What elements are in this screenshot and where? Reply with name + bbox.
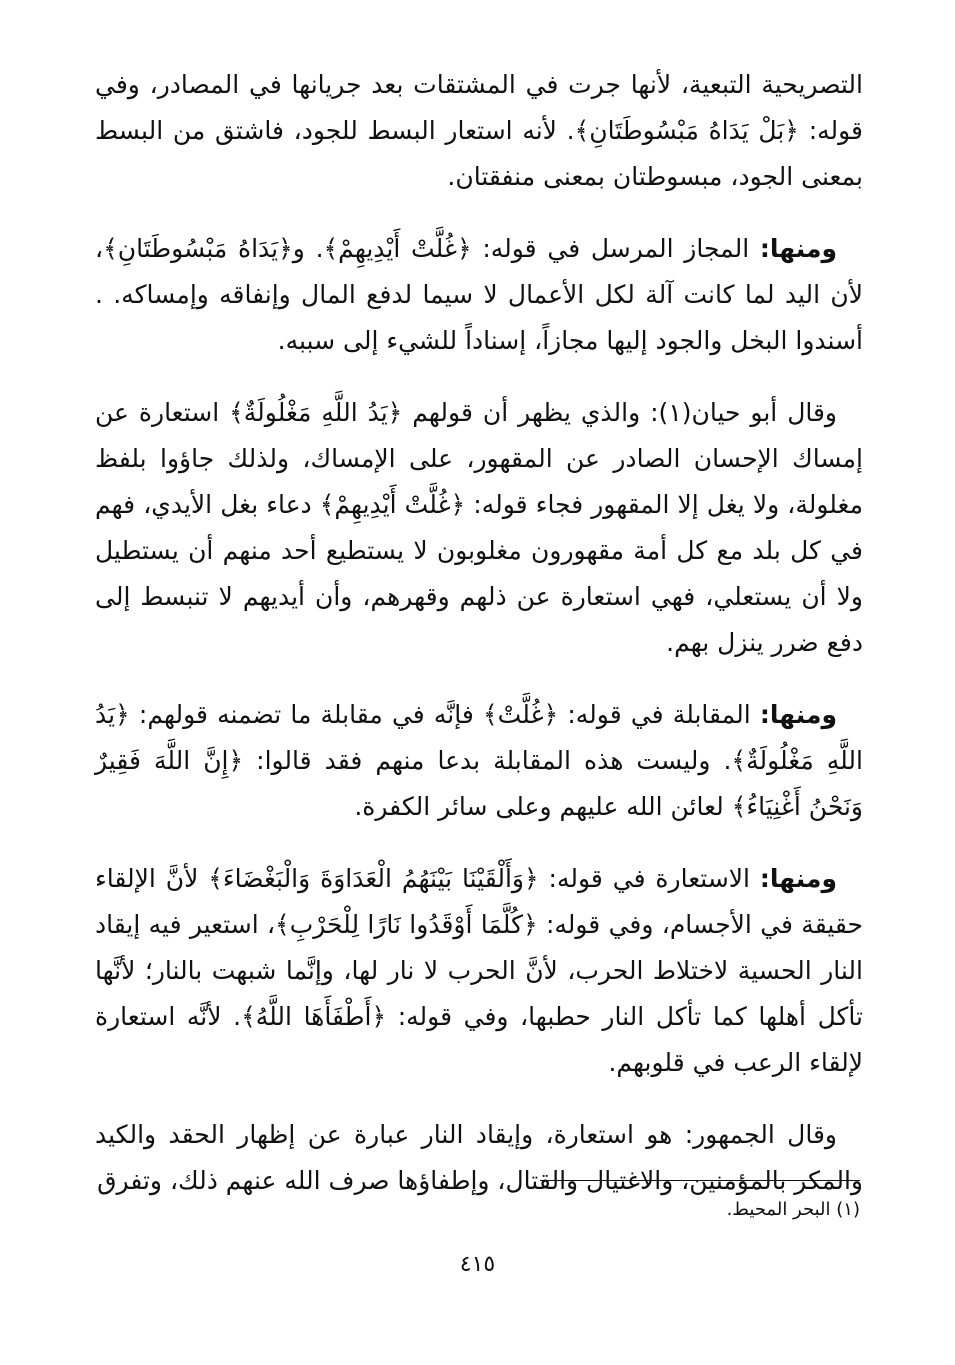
paragraph-3-text: وقال أبو حيان(١): والذي يظهر أن قولهم ﴿يَدُ اللَّهِ مَغْلُولَةٌ﴾ استعارة عن إمساك الإحسان الصادر عن المقهور، على الإمساك، ولذلك جاؤوا بلفظ مغلولة، ولا يغل إلا المقهور فجاء قوله: ﴿غُلَّتْ أَيْدِيهِمْ﴾ دعاء بغل الأيدي، فهم في كل بلد مع كل أمة مقهورون مغلوبون لا يستطيع أحد منهم أن يستطيل ولا أن يستعلي، فهي استعارة عن ذلهم وقهرهم، وأن أيديهم لا تنبسط إلى دفع ضرر ينزل بهم. — [95, 398, 863, 657]
paragraph-3 — [95, 390, 863, 666]
footnote-divider — [540, 1180, 860, 1181]
footnote-marker: (١) — [836, 1199, 860, 1220]
paragraph-6 — [95, 1112, 863, 1204]
paragraph-1 — [95, 62, 863, 200]
paragraph-4 — [95, 692, 863, 830]
footnote — [360, 1196, 860, 1224]
footnote-text: البحر المحيط. — [726, 1199, 831, 1220]
paragraph-2 — [95, 226, 863, 364]
paragraph-4-lead: ومنها: — [759, 700, 837, 729]
paragraph-5-lead: ومنها: — [759, 864, 837, 893]
paragraph-6-text: وقال الجمهور: هو استعارة، وإيقاد النار عبارة عن إظهار الحقد والكيد والمكر بالمؤمنين، والاغتيال والقتال، وإطفاؤها صرف الله عنهم ذلك، وتفرق — [95, 1120, 863, 1195]
paragraph-1-text: التصريحية التبعية، لأنها جرت في المشتقات بعد جريانها في المصادر، وفي قوله: ﴿بَلْ يَدَاهُ مَبْسُوطَتَانِ﴾. لأنه استعار البسط للجود، فاشتق من البسط بمعنى الجود، مبسوطتان بمعنى منفقتان. — [95, 70, 863, 191]
page-body — [95, 62, 863, 1230]
paragraph-2-lead: ومنها: — [759, 234, 837, 263]
paragraph-5-text: الاستعارة في قوله: ﴿وَأَلْقَيْنَا بَيْنَهُمُ الْعَدَاوَةَ وَالْبَغْضَاءَ﴾ لأنَّ الإلقاء حقيقة في الأجسام، وفي قوله: ﴿كُلَّمَا أَوْقَدُوا نَارًا لِلْحَرْبِ﴾، استعير فيه إيقاد النار الحسية لاختلاط الحرب، لأنَّ الحرب لا نار لها، وإنَّما شبهت بالنار؛ لأنَّها تأكل أهلها كما تأكل النار حطبها، وفي قوله: ﴿أَطْفَأَهَا اللَّهُ﴾. لأنَّه استعارة لإلقاء الرعب في قلوبهم. — [95, 864, 863, 1077]
paragraph-4-text: المقابلة في قوله: ﴿غُلَّتْ﴾ فإنَّه في مقابلة ما تضمنه قولهم: ﴿يَدُ اللَّهِ مَغْلُولَةٌ﴾. وليست هذه المقابلة بدعا منهم فقد قالوا: ﴿إِنَّ اللَّهَ فَقِيرٌ وَنَحْنُ أَغْنِيَاءُ﴾ لعائن الله عليهم وعلى سائر الكفرة. — [95, 700, 863, 821]
paragraph-5 — [95, 856, 863, 1086]
paragraph-2-text: المجاز المرسل في قوله: ﴿غُلَّتْ أَيْدِيهِمْ﴾. و﴿يَدَاهُ مَبْسُوطَتَانِ﴾، لأن اليد لما كانت آلة لكل الأعمال لا سيما لدفع المال وإنفاقه وإمساكه. . أسندوا البخل والجود إليها مجازاً، إسناداً للشيء إلى سببه. — [95, 234, 863, 355]
page-number: ٤١٥ — [459, 1252, 496, 1277]
